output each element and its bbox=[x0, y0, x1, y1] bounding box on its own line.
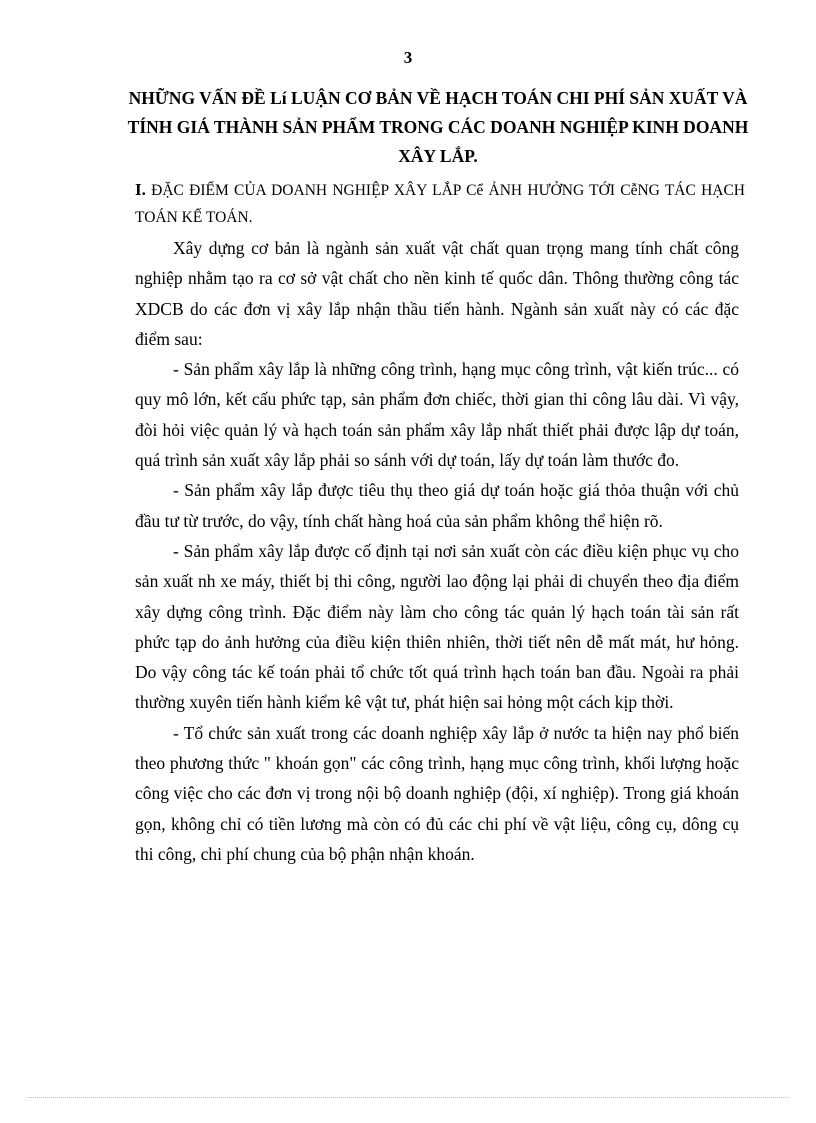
paragraph: - Sản phẩm xây lắp là những công trình, hạng mục công trình, vật kiến trúc... có quy mô lớn, kết cấu phức tạp, sản phẩm đơn chiếc, thời gian thi công lâu dài. Vì vậy, đòi hỏi việc quản lý và hạch toán sản phẩm xây lắp nhất thiết phải được lập dự toán, quá trình sản xuất xây lắp phải so sánh với dự toán, lấy dự toán làm thước đo. bbox=[135, 359, 739, 471]
body-text bbox=[135, 233, 739, 869]
paragraph: - Sản phẩm xây lắp được tiêu thụ theo giá dự toán hoặc giá thỏa thuận với chủ đầu tư từ trước, do vậy, tính chất hàng hoá của sản phẩm không thể hiện rõ. bbox=[135, 480, 739, 531]
page-number: 3 bbox=[403, 48, 413, 67]
section-number: I. bbox=[135, 180, 146, 199]
chapter-title: NHỮNG VẤN ĐỀ Lí LUẬN CƠ BẢN VỀ HẠCH TOÁN CHI PHÍ SẢN XUẤT VÀ TÍNH GIÁ THÀNH SẢN PHẨM TRONG CÁC DOANH NGHIỆP KINH DOANH XÂY LẮP. bbox=[127, 88, 749, 166]
footer-divider bbox=[28, 1097, 788, 1098]
paragraph: - Tổ chức sản xuất trong các doanh nghiệp xây lắp ở nước ta hiện nay phổ biến theo phương thức " khoán gọn" các công trình, hạng mục công trình, khối lượng hoặc công việc cho các đơn vị trong nội bộ doanh nghiệp (đội, xí nghiệp). Trong giá khoán gọn, không chỉ có tiền lương mà còn có đủ các chi phí về vật liệu, công cụ, dông cụ thi công, chi phí chung của bộ phận nhận khoán. bbox=[135, 722, 739, 864]
paragraph: - Sản phẩm xây lắp được cố định tại nơi sản xuất còn các điều kiện phục vụ cho sản xuất nh xe máy, thiết bị thi công, người lao động lại phải di chuyển theo địa điểm xây dựng công trình. Đặc điểm này làm cho công tác quản lý hạch toán tài sản rất phức tạp do ảnh hưởng của điều kiện thiên nhiên, thời tiết nên dễ mất mát, hư hỏng. Do vậy công tác kế toán phải tổ chức tốt quá trình hạch toán ban đầu. Ngoài ra phải thường xuyên tiến hành kiểm kê vật tư, phát hiện sai hỏng một cách kịp thời. bbox=[135, 540, 739, 713]
paragraph: Xây dựng cơ bản là ngành sản xuất vật chất quan trọng mang tính chất công nghiệp nhằm tạo ra cơ sở vật chất cho nền kinh tế quốc dân. Thông thường công tác XDCB do các đơn vị xây lắp nhận thầu tiến hành. Ngành sản xuất này có các đặc điểm sau: bbox=[135, 238, 739, 349]
section-heading bbox=[135, 176, 745, 231]
section-title: ĐẶC ĐIỂM CỦA DOANH NGHIỆP XÂY LẮP Cể ẢNH HƯỞNG TỚI CễNG TÁC HẠCH TOÁN KẾ TOÁN. bbox=[135, 182, 746, 226]
